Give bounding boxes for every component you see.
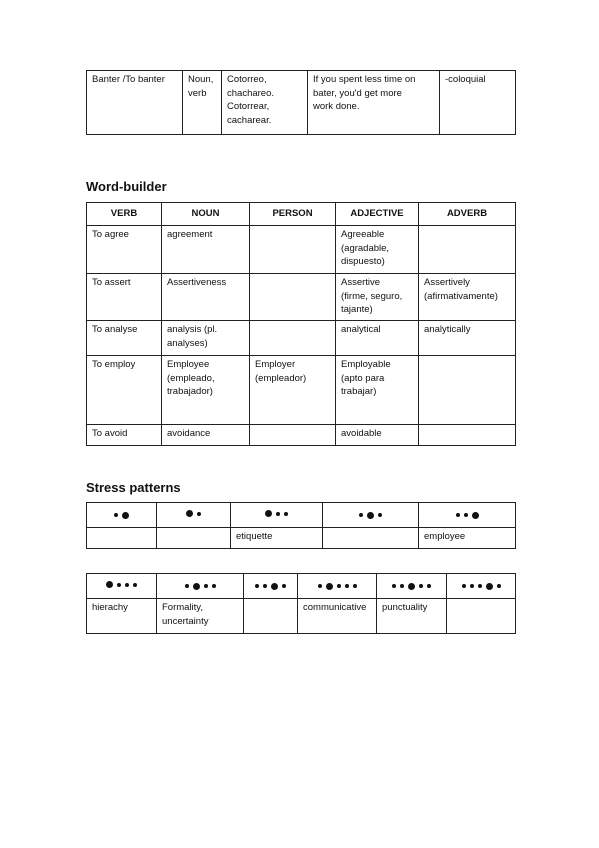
cell-text: Employer (empleador) bbox=[255, 359, 307, 384]
stress-words-row bbox=[87, 599, 516, 634]
unstressed-syllable-dot bbox=[255, 584, 259, 588]
table-cell bbox=[250, 274, 336, 321]
stressed-syllable-dot bbox=[408, 583, 415, 590]
stress-word-cell bbox=[157, 599, 244, 634]
stress-dots bbox=[106, 581, 137, 588]
stress-dots bbox=[392, 583, 431, 590]
stressed-syllable-dot bbox=[472, 512, 479, 519]
unstressed-syllable-dot bbox=[378, 513, 382, 517]
table-cell bbox=[336, 274, 419, 321]
stress-word-cell bbox=[377, 599, 447, 634]
stress-word: hierachy bbox=[92, 602, 128, 613]
cell-text: avoidable bbox=[341, 428, 382, 439]
vocab-example: If you spent less time on bater, you'd get more work done. bbox=[313, 74, 416, 112]
stress-pattern-row bbox=[87, 503, 516, 528]
stress-word-cell bbox=[87, 528, 157, 549]
stress-words-row bbox=[87, 528, 516, 549]
table-cell bbox=[419, 321, 516, 356]
unstressed-syllable-dot bbox=[470, 584, 474, 588]
unstressed-syllable-dot bbox=[400, 584, 404, 588]
stressed-syllable-dot bbox=[486, 583, 493, 590]
stress-word-cell bbox=[244, 599, 298, 634]
stress-pattern-row bbox=[87, 574, 516, 599]
table-cell bbox=[419, 226, 516, 274]
stress-pattern-cell bbox=[419, 503, 516, 528]
vocab-word-type: Noun, verb bbox=[188, 74, 214, 99]
stressed-syllable-dot bbox=[122, 512, 129, 519]
unstressed-syllable-dot bbox=[282, 584, 286, 588]
unstressed-syllable-dot bbox=[427, 584, 431, 588]
table-row bbox=[87, 356, 516, 425]
stressed-syllable-dot bbox=[367, 512, 374, 519]
stress-patterns-table-1 bbox=[86, 502, 516, 549]
stress-word-cell bbox=[419, 528, 516, 549]
table-cell bbox=[162, 321, 250, 356]
unstressed-syllable-dot bbox=[212, 584, 216, 588]
cell-text: To avoid bbox=[92, 428, 128, 439]
table-cell bbox=[162, 425, 250, 446]
stress-patterns-table-2 bbox=[86, 573, 516, 634]
table-cell bbox=[87, 425, 162, 446]
table-cell bbox=[87, 274, 162, 321]
unstressed-syllable-dot bbox=[276, 512, 280, 516]
stress-pattern-cell bbox=[377, 574, 447, 599]
table-cell bbox=[250, 321, 336, 356]
unstressed-syllable-dot bbox=[284, 512, 288, 516]
word-builder-heading: Word-builder bbox=[86, 179, 167, 194]
cell-text: To employ bbox=[92, 359, 136, 370]
table-cell bbox=[162, 356, 250, 425]
stress-dots bbox=[359, 512, 382, 519]
stressed-syllable-dot bbox=[186, 510, 193, 517]
table-cell bbox=[419, 274, 516, 321]
stress-pattern-cell bbox=[323, 503, 419, 528]
cell-text: Assertive (firme, seguro, tajante) bbox=[341, 277, 403, 315]
stress-word-cell bbox=[231, 528, 323, 549]
unstressed-syllable-dot bbox=[337, 584, 341, 588]
stress-word: Formality, uncertainty bbox=[162, 602, 209, 627]
vocab-term-cell bbox=[87, 71, 183, 135]
table-row bbox=[87, 274, 516, 321]
unstressed-syllable-dot bbox=[464, 513, 468, 517]
vocab-translation-cell bbox=[222, 71, 308, 135]
unstressed-syllable-dot bbox=[392, 584, 396, 588]
unstressed-syllable-dot bbox=[419, 584, 423, 588]
stress-word-cell bbox=[157, 528, 231, 549]
unstressed-syllable-dot bbox=[478, 584, 482, 588]
vocab-example-cell bbox=[308, 71, 440, 135]
table-cell bbox=[250, 226, 336, 274]
cell-text: Assertiveness bbox=[167, 277, 227, 288]
table-row bbox=[87, 71, 516, 135]
cell-text: To assert bbox=[92, 277, 131, 288]
table-cell bbox=[162, 226, 250, 274]
table-cell bbox=[336, 226, 419, 274]
column-header-adverb: ADVERB bbox=[419, 203, 516, 226]
unstressed-syllable-dot bbox=[133, 583, 137, 587]
cell-text: Employee (empleado, trabajador) bbox=[167, 359, 215, 397]
table-header-row bbox=[87, 203, 516, 226]
stress-word: communicative bbox=[303, 602, 367, 613]
vocab-register-cell bbox=[440, 71, 516, 135]
unstressed-syllable-dot bbox=[359, 513, 363, 517]
stress-word: punctuality bbox=[382, 602, 428, 613]
stressed-syllable-dot bbox=[326, 583, 333, 590]
stress-dots bbox=[114, 512, 129, 519]
column-header-person: PERSON bbox=[250, 203, 336, 226]
table-cell bbox=[250, 425, 336, 446]
unstressed-syllable-dot bbox=[497, 584, 501, 588]
unstressed-syllable-dot bbox=[185, 584, 189, 588]
cell-text: avoidance bbox=[167, 428, 211, 439]
vocab-translation: Cotorreo, chachareo. Cotorrear, cacharear. bbox=[227, 74, 275, 126]
cell-text: analysis (pl. analyses) bbox=[167, 324, 218, 349]
table-row bbox=[87, 425, 516, 446]
table-cell bbox=[336, 321, 419, 356]
table-row bbox=[87, 321, 516, 356]
stress-pattern-cell bbox=[244, 574, 298, 599]
stress-word-cell bbox=[298, 599, 377, 634]
vocabulary-table bbox=[86, 70, 516, 135]
stress-word: employee bbox=[424, 531, 466, 542]
table-cell bbox=[87, 321, 162, 356]
unstressed-syllable-dot bbox=[462, 584, 466, 588]
stress-dots bbox=[185, 583, 216, 590]
stressed-syllable-dot bbox=[271, 583, 278, 590]
cell-text: analytical bbox=[341, 324, 381, 335]
vocab-register: -coloquial bbox=[445, 74, 486, 85]
table-cell bbox=[250, 356, 336, 425]
column-header-adjective: ADJECTIVE bbox=[336, 203, 419, 226]
word-builder-table bbox=[86, 202, 516, 446]
stress-pattern-cell bbox=[87, 503, 157, 528]
cell-text: To agree bbox=[92, 229, 129, 240]
unstressed-syllable-dot bbox=[263, 584, 267, 588]
stressed-syllable-dot bbox=[193, 583, 200, 590]
cell-text: Employable (apto para trabajar) bbox=[341, 359, 391, 397]
stress-word: etiquette bbox=[236, 531, 273, 542]
stressed-syllable-dot bbox=[106, 581, 113, 588]
column-header-verb: VERB bbox=[87, 203, 162, 226]
cell-text: Assertively (afirmativamente) bbox=[424, 277, 498, 302]
unstressed-syllable-dot bbox=[125, 583, 129, 587]
stress-pattern-cell bbox=[157, 503, 231, 528]
unstressed-syllable-dot bbox=[353, 584, 357, 588]
table-cell bbox=[87, 356, 162, 425]
stress-word-cell bbox=[323, 528, 419, 549]
stress-pattern-cell bbox=[157, 574, 244, 599]
stress-pattern-cell bbox=[87, 574, 157, 599]
unstressed-syllable-dot bbox=[204, 584, 208, 588]
table-cell bbox=[419, 356, 516, 425]
cell-text: Agreeable (agradable, dispuesto) bbox=[341, 229, 390, 267]
table-cell bbox=[162, 274, 250, 321]
stress-dots bbox=[456, 512, 479, 519]
stress-dots bbox=[318, 583, 357, 590]
cell-text: agreement bbox=[167, 229, 213, 240]
table-cell bbox=[336, 425, 419, 446]
stress-pattern-cell bbox=[447, 574, 516, 599]
stress-word-cell bbox=[447, 599, 516, 634]
unstressed-syllable-dot bbox=[345, 584, 349, 588]
stress-patterns-heading: Stress patterns bbox=[86, 480, 181, 495]
stress-dots bbox=[186, 510, 201, 517]
table-row bbox=[87, 226, 516, 274]
stress-dots bbox=[462, 583, 501, 590]
vocab-term: Banter /To banter bbox=[92, 74, 165, 85]
vocab-type-cell bbox=[183, 71, 222, 135]
stressed-syllable-dot bbox=[265, 510, 272, 517]
unstressed-syllable-dot bbox=[114, 513, 118, 517]
column-header-noun: NOUN bbox=[162, 203, 250, 226]
table-cell bbox=[419, 425, 516, 446]
table-cell bbox=[87, 226, 162, 274]
table-cell bbox=[336, 356, 419, 425]
unstressed-syllable-dot bbox=[456, 513, 460, 517]
stress-pattern-cell bbox=[298, 574, 377, 599]
cell-text: To analyse bbox=[92, 324, 138, 335]
unstressed-syllable-dot bbox=[318, 584, 322, 588]
unstressed-syllable-dot bbox=[117, 583, 121, 587]
cell-text: analytically bbox=[424, 324, 471, 335]
stress-dots bbox=[265, 510, 288, 517]
stress-word-cell bbox=[87, 599, 157, 634]
unstressed-syllable-dot bbox=[197, 512, 201, 516]
stress-pattern-cell bbox=[231, 503, 323, 528]
stress-dots bbox=[255, 583, 286, 590]
